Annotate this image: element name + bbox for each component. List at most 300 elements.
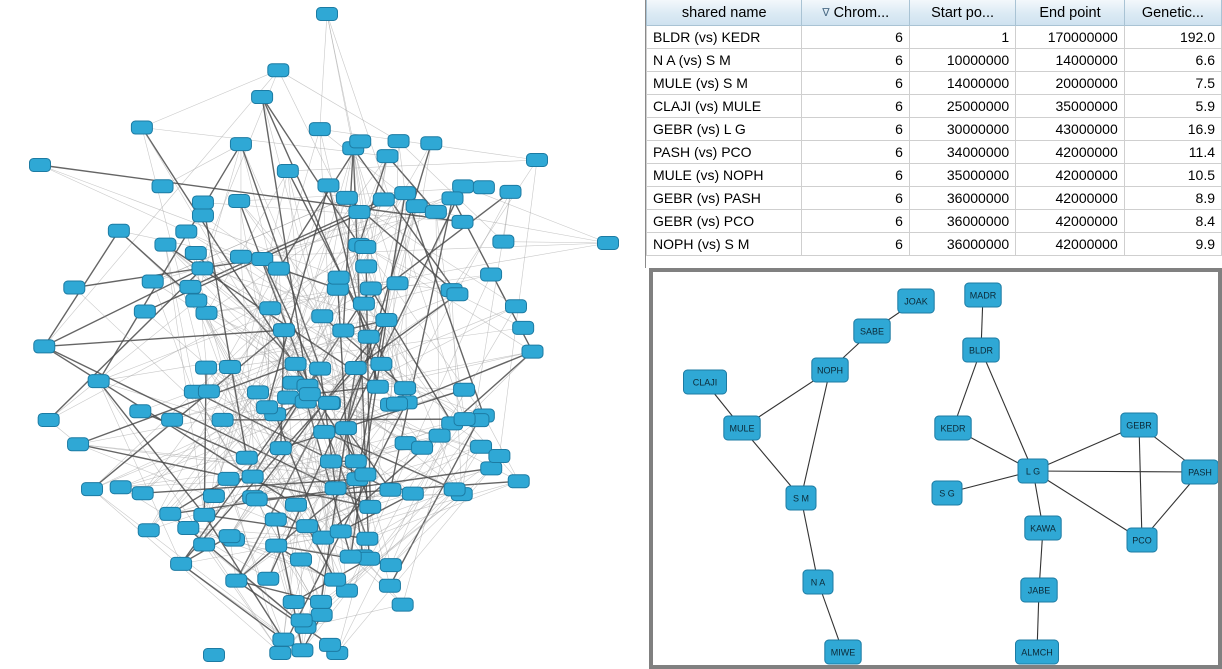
network-node[interactable]	[1018, 459, 1048, 483]
network-node[interactable]	[376, 314, 397, 327]
network-node-shape[interactable]	[258, 572, 279, 585]
network-node-shape[interactable]	[273, 324, 294, 337]
network-node-shape[interactable]	[242, 470, 263, 483]
network-node[interactable]	[138, 524, 159, 537]
network-node-shape[interactable]	[268, 64, 289, 77]
table-row[interactable]	[647, 26, 1222, 49]
network-node-shape[interactable]	[142, 275, 163, 288]
network-node-shape[interactable]	[285, 357, 306, 370]
network-node-shape[interactable]	[194, 508, 215, 521]
network-node-shape[interactable]	[598, 237, 619, 250]
network-node-shape[interactable]	[444, 483, 465, 496]
network-node-shape[interactable]	[311, 608, 332, 621]
network-node[interactable]	[325, 482, 346, 495]
network-node[interactable]	[481, 268, 502, 281]
network-node[interactable]	[357, 532, 378, 545]
network-small-nodes[interactable]	[684, 283, 1219, 664]
table-header-row[interactable]	[647, 0, 1222, 26]
network-node[interactable]	[358, 330, 379, 343]
network-node-shape[interactable]	[185, 247, 206, 260]
network-node[interactable]	[505, 300, 526, 313]
network-node[interactable]	[421, 137, 442, 150]
network-node-shape[interactable]	[138, 524, 159, 537]
network-node-shape[interactable]	[380, 559, 401, 572]
network-small-canvas[interactable]	[653, 272, 1218, 665]
table-row[interactable]	[647, 187, 1222, 210]
network-node-shape[interactable]	[395, 187, 416, 200]
network-node-shape[interactable]	[454, 413, 475, 426]
network-node-shape[interactable]	[130, 405, 151, 418]
network-node[interactable]	[34, 340, 55, 353]
network-node[interactable]	[317, 8, 338, 21]
table-column-header-end-point[interactable]	[1016, 0, 1125, 26]
network-node-shape[interactable]	[356, 260, 377, 273]
network-node-shape[interactable]	[367, 380, 388, 393]
network-node[interactable]	[360, 500, 381, 513]
network-node-shape[interactable]	[311, 595, 332, 608]
network-node[interactable]	[178, 521, 199, 534]
network-node-shape[interactable]	[392, 598, 413, 611]
network-node[interactable]	[380, 559, 401, 572]
network-node-shape[interactable]	[314, 425, 335, 438]
network-node[interactable]	[724, 416, 760, 440]
network-node[interactable]	[1121, 413, 1157, 437]
table-row[interactable]	[647, 164, 1222, 187]
network-node[interactable]	[328, 271, 349, 284]
network-node[interactable]	[325, 573, 346, 586]
network-node[interactable]	[392, 598, 413, 611]
network-node-shape[interactable]	[108, 224, 129, 237]
network-node-shape[interactable]	[64, 281, 85, 294]
table-body[interactable]	[647, 26, 1222, 256]
network-node-shape[interactable]	[34, 340, 55, 353]
network-node[interactable]	[386, 397, 407, 410]
network-node-shape[interactable]	[162, 413, 183, 426]
network-node[interactable]	[285, 357, 306, 370]
network-node-shape[interactable]	[160, 507, 181, 520]
network-node-shape[interactable]	[442, 192, 463, 205]
network-node-shape[interactable]	[386, 397, 407, 410]
network-node-shape[interactable]	[359, 552, 380, 565]
network-node-shape[interactable]	[299, 388, 320, 401]
network-node[interactable]	[898, 289, 934, 313]
network-node-shape[interactable]	[132, 487, 153, 500]
network-node[interactable]	[292, 644, 313, 657]
network-node[interactable]	[355, 468, 376, 481]
network-node[interactable]	[508, 475, 529, 488]
network-node[interactable]	[220, 361, 241, 374]
network-node[interactable]	[355, 241, 376, 254]
network-node[interactable]	[203, 490, 224, 503]
network-node-shape[interactable]	[236, 451, 257, 464]
network-node-shape[interactable]	[325, 573, 346, 586]
network-node[interactable]	[131, 121, 152, 134]
network-node-shape[interactable]	[336, 191, 357, 204]
network-node[interactable]	[196, 361, 217, 374]
network-node[interactable]	[108, 224, 129, 237]
network-node-shape[interactable]	[68, 438, 89, 451]
network-node[interactable]	[500, 185, 521, 198]
network-node-shape[interactable]	[171, 557, 192, 570]
network-node[interactable]	[283, 595, 304, 608]
network-node[interactable]	[367, 380, 388, 393]
network-node[interactable]	[1016, 640, 1059, 664]
network-node[interactable]	[527, 154, 548, 167]
network-node[interactable]	[258, 572, 279, 585]
network-node-shape[interactable]	[265, 513, 286, 526]
network-node[interactable]	[291, 614, 312, 627]
network-node[interactable]	[965, 283, 1001, 307]
network-node[interactable]	[444, 483, 465, 496]
network-node[interactable]	[345, 455, 366, 468]
table-column-header-genetic[interactable]	[1124, 0, 1221, 26]
network-node[interactable]	[454, 383, 475, 396]
network-node-shape[interactable]	[358, 330, 379, 343]
network-node[interactable]	[311, 595, 332, 608]
network-node-shape[interactable]	[513, 321, 534, 334]
network-node[interactable]	[176, 225, 197, 238]
network-node[interactable]	[335, 422, 356, 435]
network-node[interactable]	[247, 386, 268, 399]
network-node[interactable]	[471, 440, 492, 453]
network-node[interactable]	[395, 187, 416, 200]
network-node[interactable]	[356, 260, 377, 273]
network-node[interactable]	[196, 306, 217, 319]
network-node-shape[interactable]	[230, 138, 251, 151]
network-node[interactable]	[192, 196, 213, 209]
network-node[interactable]	[277, 164, 298, 177]
network-node-shape[interactable]	[178, 521, 199, 534]
network-node[interactable]	[260, 302, 281, 315]
network-node[interactable]	[219, 530, 240, 543]
network-node-shape[interactable]	[402, 487, 423, 500]
network-node-shape[interactable]	[88, 375, 109, 388]
table-column-header-shared-name[interactable]	[647, 0, 802, 26]
network-node[interactable]	[825, 640, 861, 664]
network-node[interactable]	[481, 462, 502, 475]
node-table-panel[interactable]	[645, 0, 1222, 268]
network-node[interactable]	[273, 324, 294, 337]
network-node-shape[interactable]	[231, 250, 252, 263]
network-node-shape[interactable]	[285, 498, 306, 511]
network-node[interactable]	[268, 64, 289, 77]
network-node[interactable]	[963, 338, 999, 362]
network-node[interactable]	[429, 429, 450, 442]
network-node[interactable]	[268, 262, 289, 275]
network-node-shape[interactable]	[527, 154, 548, 167]
network-node[interactable]	[522, 345, 543, 358]
network-node[interactable]	[319, 638, 340, 651]
network-node[interactable]	[270, 647, 291, 660]
network-node-shape[interactable]	[373, 193, 394, 206]
network-node-shape[interactable]	[229, 194, 250, 207]
network-node-shape[interactable]	[447, 288, 468, 301]
network-node-shape[interactable]	[395, 382, 416, 395]
network-node-shape[interactable]	[196, 306, 217, 319]
network-node-shape[interactable]	[196, 361, 217, 374]
network-node-shape[interactable]	[204, 649, 225, 662]
network-node-shape[interactable]	[220, 361, 241, 374]
network-node[interactable]	[314, 425, 335, 438]
table-row[interactable]	[647, 118, 1222, 141]
network-node-shape[interactable]	[319, 638, 340, 651]
table-row[interactable]	[647, 210, 1222, 233]
network-node[interactable]	[246, 493, 267, 506]
network-node[interactable]	[387, 277, 408, 290]
network-node[interactable]	[380, 483, 401, 496]
network-node-shape[interactable]	[349, 206, 370, 219]
network-node[interactable]	[412, 441, 433, 454]
network-node[interactable]	[371, 357, 392, 370]
network-node-shape[interactable]	[357, 532, 378, 545]
network-node-shape[interactable]	[312, 310, 333, 323]
network-node[interactable]	[349, 206, 370, 219]
network-node[interactable]	[442, 192, 463, 205]
network-node-shape[interactable]	[429, 429, 450, 442]
table-column-header-start-point[interactable]	[909, 0, 1015, 26]
network-node[interactable]	[270, 442, 291, 455]
network-node[interactable]	[198, 385, 219, 398]
network-node-shape[interactable]	[328, 271, 349, 284]
network-node-shape[interactable]	[345, 455, 366, 468]
network-node-shape[interactable]	[246, 493, 267, 506]
network-node-shape[interactable]	[283, 595, 304, 608]
network-node[interactable]	[598, 237, 619, 250]
network-node-shape[interactable]	[340, 550, 361, 563]
network-node[interactable]	[110, 481, 131, 494]
network-node-shape[interactable]	[481, 268, 502, 281]
network-node[interactable]	[513, 321, 534, 334]
network-node[interactable]	[425, 205, 446, 218]
network-node[interactable]	[454, 413, 475, 426]
network-node-shape[interactable]	[155, 238, 176, 251]
network-node-shape[interactable]	[192, 262, 213, 275]
network-node[interactable]	[932, 481, 962, 505]
network-node[interactable]	[935, 416, 971, 440]
network-node[interactable]	[473, 181, 494, 194]
network-node-shape[interactable]	[260, 302, 281, 315]
network-node[interactable]	[171, 557, 192, 570]
network-node-shape[interactable]	[505, 300, 526, 313]
network-node-shape[interactable]	[380, 483, 401, 496]
network-node-shape[interactable]	[252, 91, 273, 104]
network-node-shape[interactable]	[194, 538, 215, 551]
network-node[interactable]	[319, 396, 340, 409]
network-node[interactable]	[230, 138, 251, 151]
network-node[interactable]	[252, 91, 273, 104]
network-node[interactable]	[318, 179, 339, 192]
network-node[interactable]	[204, 649, 225, 662]
network-node-shape[interactable]	[266, 539, 287, 552]
network-node[interactable]	[64, 281, 85, 294]
network-node[interactable]	[312, 310, 333, 323]
network-node[interactable]	[285, 498, 306, 511]
network-node[interactable]	[297, 520, 318, 533]
network-node-shape[interactable]	[333, 324, 354, 337]
network-node[interactable]	[88, 375, 109, 388]
network-node-shape[interactable]	[30, 159, 51, 172]
network-node[interactable]	[194, 538, 215, 551]
network-node-shape[interactable]	[247, 386, 268, 399]
network-node-shape[interactable]	[371, 357, 392, 370]
network-node[interactable]	[447, 288, 468, 301]
network-node[interactable]	[493, 235, 514, 248]
network-node[interactable]	[38, 413, 59, 426]
network-node-shape[interactable]	[454, 383, 475, 396]
network-node[interactable]	[299, 388, 320, 401]
table-row[interactable]	[647, 49, 1222, 72]
network-node-shape[interactable]	[317, 8, 338, 21]
network-node[interactable]	[309, 123, 330, 136]
network-node[interactable]	[333, 324, 354, 337]
network-node-shape[interactable]	[180, 280, 201, 293]
network-node-shape[interactable]	[309, 123, 330, 136]
network-node[interactable]	[152, 180, 173, 193]
network-node-shape[interactable]	[273, 633, 294, 646]
network-node[interactable]	[180, 280, 201, 293]
network-node[interactable]	[1127, 528, 1157, 552]
network-node-shape[interactable]	[212, 413, 233, 426]
network-node[interactable]	[266, 539, 287, 552]
network-node[interactable]	[395, 382, 416, 395]
network-node-shape[interactable]	[203, 490, 224, 503]
network-node[interactable]	[311, 608, 332, 621]
network-node[interactable]	[229, 194, 250, 207]
network-node[interactable]	[242, 470, 263, 483]
network-node-shape[interactable]	[38, 413, 59, 426]
network-node[interactable]	[786, 486, 816, 510]
network-node-shape[interactable]	[152, 180, 173, 193]
table-row[interactable]	[647, 72, 1222, 95]
network-node[interactable]	[345, 361, 366, 374]
network-node-shape[interactable]	[325, 482, 346, 495]
network-node-shape[interactable]	[355, 241, 376, 254]
network-node[interactable]	[453, 180, 474, 193]
network-node-shape[interactable]	[412, 441, 433, 454]
network-node-shape[interactable]	[350, 135, 371, 148]
network-node-shape[interactable]	[192, 196, 213, 209]
network-node[interactable]	[452, 215, 473, 228]
table-row[interactable]	[647, 141, 1222, 164]
network-node[interactable]	[231, 250, 252, 263]
network-node-shape[interactable]	[471, 440, 492, 453]
network-node[interactable]	[388, 135, 409, 148]
network-node-shape[interactable]	[186, 294, 207, 307]
network-node[interactable]	[330, 525, 351, 538]
network-node[interactable]	[226, 574, 247, 587]
table-column-header-chromosome[interactable]	[802, 0, 910, 26]
network-node-shape[interactable]	[257, 401, 278, 414]
network-node[interactable]	[291, 553, 312, 566]
network-node-shape[interactable]	[508, 475, 529, 488]
network-node[interactable]	[30, 159, 51, 172]
network-node[interactable]	[353, 297, 374, 310]
network-node[interactable]	[812, 358, 848, 382]
network-node-shape[interactable]	[522, 345, 543, 358]
network-node-shape[interactable]	[425, 205, 446, 218]
network-node[interactable]	[273, 633, 294, 646]
network-node-shape[interactable]	[500, 185, 521, 198]
network-node[interactable]	[1182, 460, 1218, 484]
network-node[interactable]	[803, 570, 833, 594]
network-node[interactable]	[360, 282, 381, 295]
network-node-shape[interactable]	[270, 442, 291, 455]
network-node-shape[interactable]	[473, 181, 494, 194]
network-node[interactable]	[265, 513, 286, 526]
network-node-shape[interactable]	[335, 422, 356, 435]
network-node[interactable]	[379, 579, 400, 592]
network-node[interactable]	[406, 200, 427, 213]
network-node[interactable]	[489, 450, 510, 463]
network-node-shape[interactable]	[319, 396, 340, 409]
network-node-shape[interactable]	[277, 164, 298, 177]
network-node-shape[interactable]	[82, 483, 103, 496]
network-node-shape[interactable]	[406, 200, 427, 213]
network-node-shape[interactable]	[134, 305, 155, 318]
network-node-shape[interactable]	[360, 282, 381, 295]
network-node[interactable]	[134, 305, 155, 318]
network-node[interactable]	[68, 438, 89, 451]
network-node-shape[interactable]	[292, 644, 313, 657]
network-node[interactable]	[186, 294, 207, 307]
network-view-subset[interactable]	[649, 268, 1222, 669]
network-node-shape[interactable]	[226, 574, 247, 587]
network-node-shape[interactable]	[489, 450, 510, 463]
network-node[interactable]	[377, 150, 398, 163]
network-node-shape[interactable]	[421, 137, 442, 150]
network-node-shape[interactable]	[453, 180, 474, 193]
network-node[interactable]	[218, 472, 239, 485]
network-node[interactable]	[1021, 578, 1057, 602]
network-node-shape[interactable]	[218, 472, 239, 485]
network-node[interactable]	[162, 413, 183, 426]
network-node-shape[interactable]	[198, 385, 219, 398]
network-node[interactable]	[192, 262, 213, 275]
network-node-shape[interactable]	[291, 553, 312, 566]
network-node[interactable]	[1025, 516, 1061, 540]
network-node-shape[interactable]	[452, 215, 473, 228]
network-node-shape[interactable]	[355, 468, 376, 481]
network-node[interactable]	[257, 401, 278, 414]
network-node-shape[interactable]	[481, 462, 502, 475]
network-node-shape[interactable]	[330, 525, 351, 538]
network-node[interactable]	[310, 362, 331, 375]
network-node-shape[interactable]	[176, 225, 197, 238]
network-node-shape[interactable]	[219, 530, 240, 543]
network-node-shape[interactable]	[388, 135, 409, 148]
network-node-shape[interactable]	[110, 481, 131, 494]
network-node[interactable]	[402, 487, 423, 500]
network-node[interactable]	[236, 451, 257, 464]
network-node[interactable]	[336, 191, 357, 204]
network-node-shape[interactable]	[387, 277, 408, 290]
network-node-shape[interactable]	[318, 179, 339, 192]
network-node[interactable]	[142, 275, 163, 288]
network-node[interactable]	[373, 193, 394, 206]
network-node[interactable]	[185, 247, 206, 260]
network-node-shape[interactable]	[291, 614, 312, 627]
network-node[interactable]	[155, 238, 176, 251]
network-node-shape[interactable]	[376, 314, 397, 327]
network-node-shape[interactable]	[310, 362, 331, 375]
network-node[interactable]	[684, 370, 727, 394]
network-node[interactable]	[194, 508, 215, 521]
network-node[interactable]	[340, 550, 361, 563]
network-node-shape[interactable]	[270, 647, 291, 660]
network-node[interactable]	[350, 135, 371, 148]
network-node[interactable]	[212, 413, 233, 426]
network-node-shape[interactable]	[345, 361, 366, 374]
